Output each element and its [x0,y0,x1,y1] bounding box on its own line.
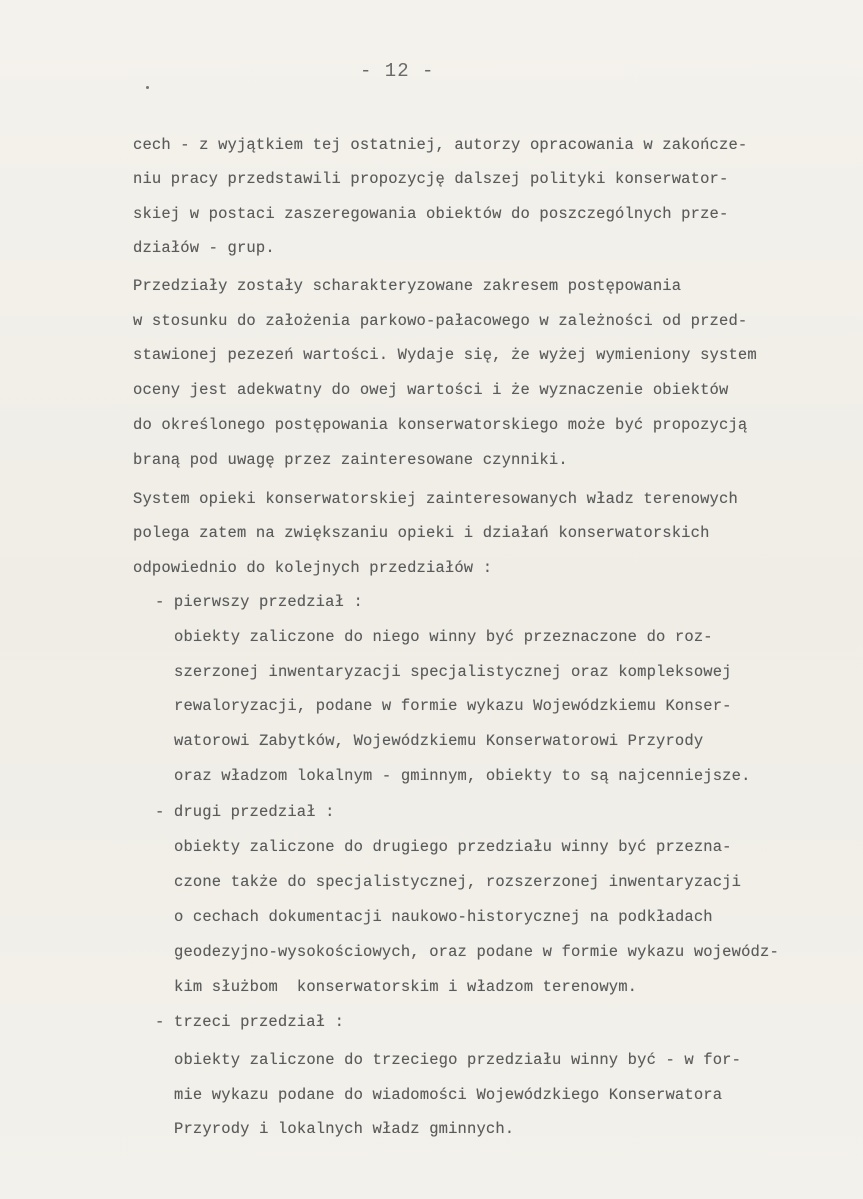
text-line: rewaloryzacji, podane w formie wykazu Wojewódzkiemu Konser- [174,697,732,715]
text-line: działów - grup. [133,239,275,257]
text-line: polega zatem na zwiększaniu opieki i działań konserwatorskich [133,524,710,542]
list-heading: - drugi przedział : [155,803,335,821]
text-line: mie wykazu podane do wiadomości Wojewódzkiego Konserwatora [174,1086,723,1104]
text-line: braną pod uwagę przez zainteresowane czynniki. [133,451,568,469]
list-heading: - trzeci przedział : [155,1013,345,1031]
text-line: niu pracy przedstawili propozycję dalszej polityki konserwator- [133,170,729,188]
page-number: - 12 - [360,60,435,82]
text-line: geodezyjno-wysokościowych, oraz podane w formie wykazu wojewódz- [174,943,779,961]
list-heading: - pierwszy przedział : [155,593,363,611]
text-line: Przedziały zostały scharakteryzowane zakresem postępowania [133,277,682,295]
text-line: Przyrody i lokalnych władz gminnych. [174,1120,515,1138]
text-line: watorowi Zabytków, Wojewódzkiemu Konserwatorowi Przyrody [174,732,704,750]
text-line: System opieki konserwatorskiej zainteresowanych władz terenowych [133,490,738,508]
text-line: cech - z wyjątkiem tej ostatniej, autorzy opracowania w zakończe- [133,136,748,154]
text-line: czone także do specjalistycznej, rozszerzonej inwentaryzacji [174,873,742,891]
text-line: odpowiednio do kolejnych przedziałów : [133,559,493,577]
stray-mark [146,86,149,89]
text-line: do określonego postępowania konserwatorskiego może być propozycją [133,416,748,434]
text-line: obiekty zaliczone do niego winny być przeznaczone do roz- [174,628,713,646]
text-line: oceny jest adekwatny do owej wartości i że wyznaczenie obiektów [133,381,729,399]
text-line: obiekty zaliczone do trzeciego przedziału winny być - w for- [174,1051,742,1069]
text-line: w stosunku do założenia parkowo-pałacowego w zależności od przed- [133,312,748,330]
text-line: obiekty zaliczone do drugiego przedziału winny być przezna- [174,838,732,856]
text-line: o cechach dokumentacji naukowo-historycznej na podkładach [174,908,713,926]
text-line: oraz władzom lokalnym - gminnym, obiekty to są najcenniejsze. [174,767,751,785]
text-line: kim służbom konserwatorskim i władzom terenowym. [174,978,638,996]
text-line: szerzonej inwentaryzacji specjalistycznej oraz kompleksowej [174,663,732,681]
text-line: skiej w postaci zaszeregowania obiektów do poszczególnych prze- [133,205,729,223]
text-line: stawionej pezezeń wartości. Wydaje się, że wyżej wymieniony system [133,346,757,364]
